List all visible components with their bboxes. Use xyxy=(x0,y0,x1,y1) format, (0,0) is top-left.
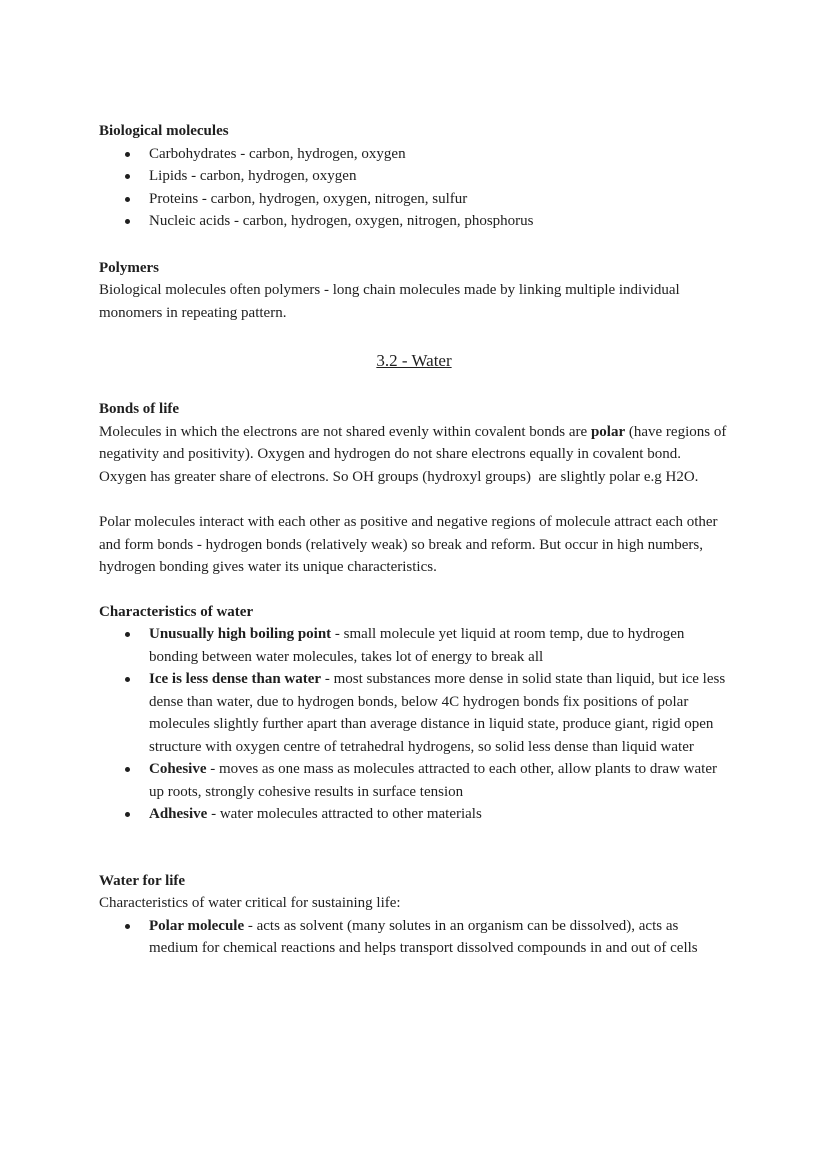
heading-bonds-of-life: Bonds of life xyxy=(99,401,180,417)
characteristics-list xyxy=(99,623,729,826)
list-item xyxy=(99,623,729,668)
list-item: Lipids - carbon, hydrogen, oxygen xyxy=(99,165,729,188)
bonds-of-life-paragraph-1 xyxy=(99,421,729,489)
bold-word-polar: polar xyxy=(590,423,626,440)
water-for-life-intro: Characteristics of water critical for sustaining life: xyxy=(99,895,401,911)
list-item-lead: Unusually high boiling point xyxy=(149,626,332,642)
bio-molecules-list xyxy=(99,143,729,233)
list-item-text: - water molecules attracted to other materials xyxy=(207,806,482,822)
list-item-text: - most substances more dense in solid state than liquid, but ice less dense than water, due to hydrogen bonds, below 4C hydrogen bonds fix positions of polar molecules slightly further apart than average distance in liquid state, produce giant, rigid open structure with oxygen centre of tetrahedral hydrogens, so solid less dense than liquid water xyxy=(149,671,729,755)
section-heading-water xyxy=(99,348,729,374)
list-item xyxy=(99,803,729,826)
water-for-life-list xyxy=(99,915,729,960)
bonds-of-life-paragraph-2: Polar molecules interact with each other as positive and negative regions of molecule attract each other and form bonds - hydrogen bonds (relatively weak) so break and reform. But occur in high numbers, hydrogen bonding gives water its unique characteristics. xyxy=(99,514,722,575)
document-content xyxy=(99,120,729,960)
list-item-lead: Ice is less dense than water xyxy=(149,671,322,687)
list-item: Proteins - carbon, hydrogen, oxygen, nitrogen, sulfur xyxy=(99,188,729,211)
section-heading-text: 3.2 - Water xyxy=(376,351,452,370)
heading-water-for-life: Water for life xyxy=(99,872,186,889)
heading-characteristics-of-water: Characteristics of water xyxy=(99,603,254,620)
list-item-lead: Polar molecule xyxy=(149,917,245,934)
list-item-text: - moves as one mass as molecules attracted to each other, allow plants to draw water up roots, strongly cohesive results in surface tension xyxy=(149,761,721,800)
list-item xyxy=(99,668,729,758)
paragraph-text: Molecules in which the electrons are not shared evenly within covalent bonds are xyxy=(99,423,591,440)
list-item: Carbohydrates - carbon, hydrogen, oxygen xyxy=(99,143,729,166)
list-item: Nucleic acids - carbon, hydrogen, oxygen, nitrogen, phosphorus xyxy=(99,210,729,233)
list-item xyxy=(99,758,729,803)
paragraph-text: (have regions of negativity and positivity). Oxygen and hydrogen do not share electrons equally in covalent bond. Oxygen has greater share of electrons. So OH groups (hydroxyl groups) are slightly polar e.g H2O. xyxy=(99,423,731,485)
list-item-lead: Adhesive xyxy=(149,806,208,822)
heading-biological-molecules: Biological molecules xyxy=(99,123,229,139)
polymers-paragraph: Biological molecules often polymers - long chain molecules made by linking multiple individual monomers in repeating pattern. xyxy=(99,282,684,321)
list-item-text: - small molecule yet liquid at room temp, due to hydrogen bonding between water molecules, takes lot of energy to break all xyxy=(149,626,689,665)
list-item-lead: Cohesive xyxy=(149,761,207,777)
list-item xyxy=(99,915,729,960)
heading-polymers: Polymers xyxy=(99,259,159,276)
list-item-text: - acts as solvent (many solutes in an organism can be dissolved), acts as medium for chemical reactions and helps transport dissolved compounds in and out of cells xyxy=(149,917,698,956)
